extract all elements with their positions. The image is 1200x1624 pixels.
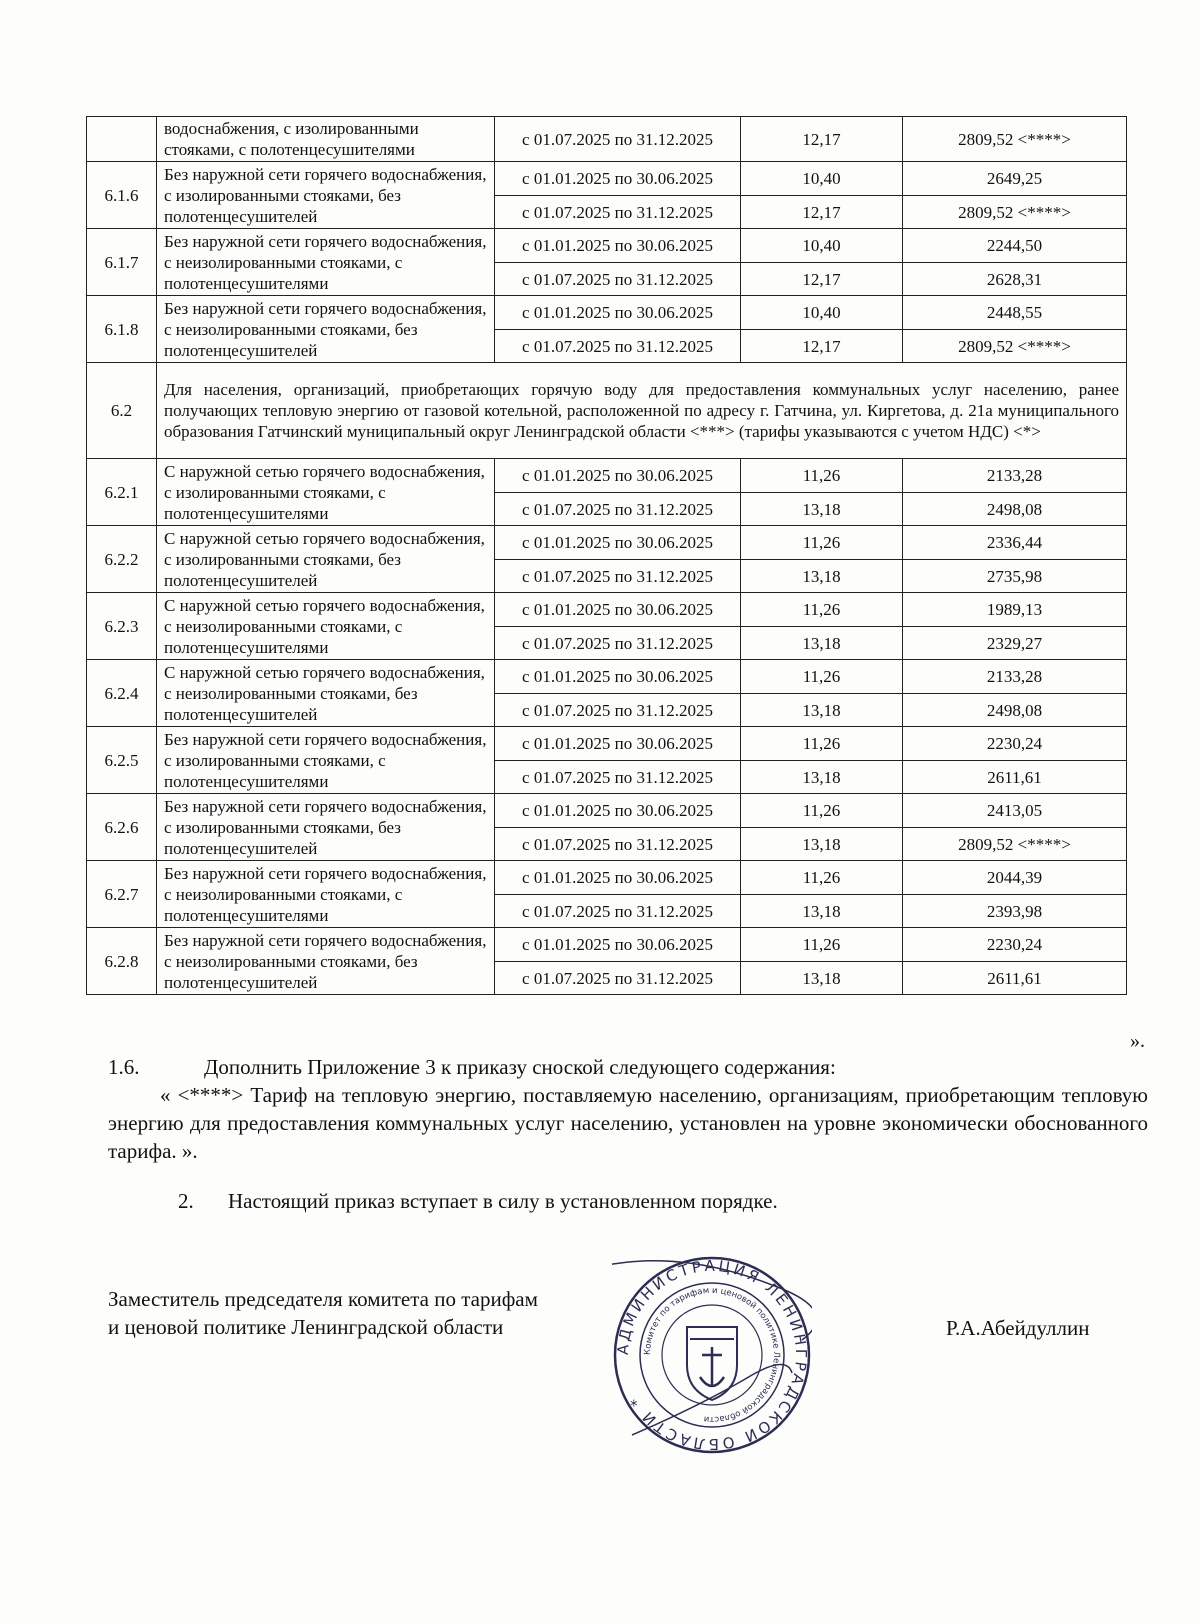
value-cell: 10,40 [741,162,903,196]
table-row [87,296,1127,330]
tariff-cell: 2498,08 [903,694,1127,727]
signer-name: Р.А.Абейдуллин [946,1316,1090,1340]
value-cell: 13,18 [741,895,903,928]
period-cell: с 01.07.2025 по 31.12.2025 [495,694,741,727]
period-cell: с 01.01.2025 по 30.06.2025 [495,229,741,263]
period-cell: с 01.01.2025 по 30.06.2025 [495,526,741,560]
tariff-cell: 2230,24 [903,727,1127,761]
svg-text:АДМИНИСТРАЦИЯ ЛЕНИНГРАДСКОЙ ОБ: АДМИНИСТРАЦИЯ ЛЕНИНГРАДСКОЙ ОБЛАСТИ * [613,1256,811,1454]
tariff-cell: 2649,25 [903,162,1127,196]
tariff-cell: 2809,52 <****> [903,196,1127,229]
table-row [87,229,1127,263]
description-cell: Без наружной сети горячего водоснабжения, с неизолированными стояками, без полотенцесушителей [157,296,495,363]
value-cell: 13,18 [741,828,903,861]
item-number-cell: 6.2.2 [87,526,157,593]
paragraph-text: Дополнить Приложение 3 к приказу сноской следующего содержания: [204,1055,836,1079]
value-cell: 12,17 [741,330,903,363]
value-cell: 13,18 [741,627,903,660]
description-cell: Без наружной сети горячего водоснабжения, с неизолированными стояками, с полотенцесушителями [157,861,495,928]
period-cell: с 01.01.2025 по 30.06.2025 [495,727,741,761]
quote-close: ». [1130,1030,1145,1052]
period-cell: с 01.07.2025 по 31.12.2025 [495,263,741,296]
tariff-cell: 2735,98 [903,560,1127,593]
description-cell: Без наружной сети горячего водоснабжения, с изолированными стояками, с полотенцесушителями [157,727,495,794]
value-cell: 13,18 [741,694,903,727]
item-number-cell: 6.1.7 [87,229,157,296]
period-cell: с 01.01.2025 по 30.06.2025 [495,861,741,895]
value-cell: 11,26 [741,526,903,560]
period-cell: с 01.01.2025 по 30.06.2025 [495,459,741,493]
tariff-cell: 2133,28 [903,459,1127,493]
tariff-cell: 2628,31 [903,263,1127,296]
tariff-cell: 2413,05 [903,794,1127,828]
tariff-cell: 2393,98 [903,895,1127,928]
item-number-cell [87,117,157,162]
value-cell: 11,26 [741,928,903,962]
item-number-cell: 6.2.7 [87,861,157,928]
value-cell: 12,17 [741,117,903,162]
tariff-cell: 2809,52 <****> [903,330,1127,363]
description-cell: С наружной сетью горячего водоснабжения, с изолированными стояками, без полотенцесушителей [157,526,495,593]
signer-title-line2: и ценовой политике Ленинградской области [108,1315,504,1339]
table-row [87,727,1127,761]
svg-text:Комитет по тарифам и ценовой п: Комитет по тарифам и ценовой политике Ленинградской области [642,1285,782,1425]
item-number-cell: 6.2.1 [87,459,157,526]
section-number-cell: 6.2 [87,363,157,459]
value-cell: 13,18 [741,493,903,526]
tariff-cell: 2448,55 [903,296,1127,330]
tariff-cell: 1989,13 [903,593,1127,627]
description-cell: С наружной сетью горячего водоснабжения, с неизолированными стояками, без полотенцесушителей [157,660,495,727]
table-row [87,117,1127,162]
paragraph-number: 2. [178,1189,194,1213]
tariff-cell: 2498,08 [903,493,1127,526]
period-cell: с 01.07.2025 по 31.12.2025 [495,196,741,229]
table-row [87,861,1127,895]
section-description-cell: Для населения, организаций, приобретающих горячую воду для предоставления коммунальных услуг населению, ранее получающих тепловую энергию от газовой котельной, расположенной по адресу г. Гатчина, ул. Киргетова, д. 21а муниципального образования Гатчинский муниципальный округ Ленинградской области <***> (тарифы указываются с учетом НДС) <*> [157,363,1127,459]
tariff-cell: 2336,44 [903,526,1127,560]
footnote-text: « <****> Тариф на тепловую энергию, поставляемую населению, организациям, приобретающим тепловую энергию для предоставления коммунальных услуг населению, установлен на уровне экономически обоснованного тарифа. ». [108,1083,1148,1163]
value-cell: 10,40 [741,229,903,263]
tariff-cell: 2133,28 [903,660,1127,694]
period-cell: с 01.01.2025 по 30.06.2025 [495,296,741,330]
tariff-cell: 2611,61 [903,761,1127,794]
value-cell: 12,17 [741,196,903,229]
period-cell: с 01.07.2025 по 31.12.2025 [495,627,741,660]
period-cell: с 01.01.2025 по 30.06.2025 [495,928,741,962]
table-row [87,593,1127,627]
period-cell: с 01.01.2025 по 30.06.2025 [495,162,741,196]
item-number-cell: 6.2.6 [87,794,157,861]
tariff-cell: 2809,52 <****> [903,828,1127,861]
paragraph-1-6 [108,1053,1148,1081]
official-seal [612,1255,812,1455]
item-number-cell: 6.2.5 [87,727,157,794]
period-cell: с 01.07.2025 по 31.12.2025 [495,117,741,162]
period-cell: с 01.01.2025 по 30.06.2025 [495,593,741,627]
period-cell: с 01.07.2025 по 31.12.2025 [495,560,741,593]
table-row [87,526,1127,560]
description-cell: Без наружной сети горячего водоснабжения, с изолированными стояками, без полотенцесушителей [157,162,495,229]
signer-title-line1: Заместитель председателя комитета по тарифам [108,1287,538,1311]
period-cell: с 01.07.2025 по 31.12.2025 [495,895,741,928]
tariff-cell: 2809,52 <****> [903,117,1127,162]
value-cell: 13,18 [741,560,903,593]
paragraph-number: 1.6. [108,1055,140,1079]
description-cell: С наружной сетью горячего водоснабжения, с изолированными стояками, с полотенцесушителями [157,459,495,526]
tariff-table [86,116,1127,995]
value-cell: 11,26 [741,727,903,761]
value-cell: 12,17 [741,263,903,296]
tariff-cell: 2611,61 [903,962,1127,995]
period-cell: с 01.07.2025 по 31.12.2025 [495,493,741,526]
period-cell: с 01.07.2025 по 31.12.2025 [495,828,741,861]
item-number-cell: 6.2.3 [87,593,157,660]
description-cell: С наружной сетью горячего водоснабжения, с неизолированными стояками, с полотенцесушителями [157,593,495,660]
period-cell: с 01.07.2025 по 31.12.2025 [495,962,741,995]
value-cell: 11,26 [741,794,903,828]
value-cell: 13,18 [741,761,903,794]
table-row [87,660,1127,694]
description-cell: Без наружной сети горячего водоснабжения, с неизолированными стояками, с полотенцесушителями [157,229,495,296]
item-number-cell: 6.2.8 [87,928,157,995]
table-row [87,928,1127,962]
period-cell: с 01.01.2025 по 30.06.2025 [495,660,741,694]
tariff-cell: 2329,27 [903,627,1127,660]
paragraph-text: Настоящий приказ вступает в силу в установленном порядке. [228,1189,778,1213]
description-cell: Без наружной сети горячего водоснабжения, с неизолированными стояками, без полотенцесушителей [157,928,495,995]
value-cell: 11,26 [741,861,903,895]
paragraph-2 [178,1187,778,1215]
table-row [87,162,1127,196]
value-cell: 11,26 [741,459,903,493]
value-cell: 11,26 [741,660,903,694]
table-row [87,794,1127,828]
description-cell: водоснабжения, с изолированными стояками, с полотенцесушителями [157,117,495,162]
tariff-cell: 2230,24 [903,928,1127,962]
value-cell: 13,18 [741,962,903,995]
item-number-cell: 6.1.8 [87,296,157,363]
table-row [87,363,1127,459]
item-number-cell: 6.1.6 [87,162,157,229]
tariff-cell: 2244,50 [903,229,1127,263]
tariff-cell: 2044,39 [903,861,1127,895]
period-cell: с 01.07.2025 по 31.12.2025 [495,330,741,363]
value-cell: 11,26 [741,593,903,627]
period-cell: с 01.01.2025 по 30.06.2025 [495,794,741,828]
signer-title [108,1285,628,1341]
period-cell: с 01.07.2025 по 31.12.2025 [495,761,741,794]
value-cell: 10,40 [741,296,903,330]
description-cell: Без наружной сети горячего водоснабжения, с изолированными стояками, без полотенцесушителей [157,794,495,861]
table-row [87,459,1127,493]
item-number-cell: 6.2.4 [87,660,157,727]
